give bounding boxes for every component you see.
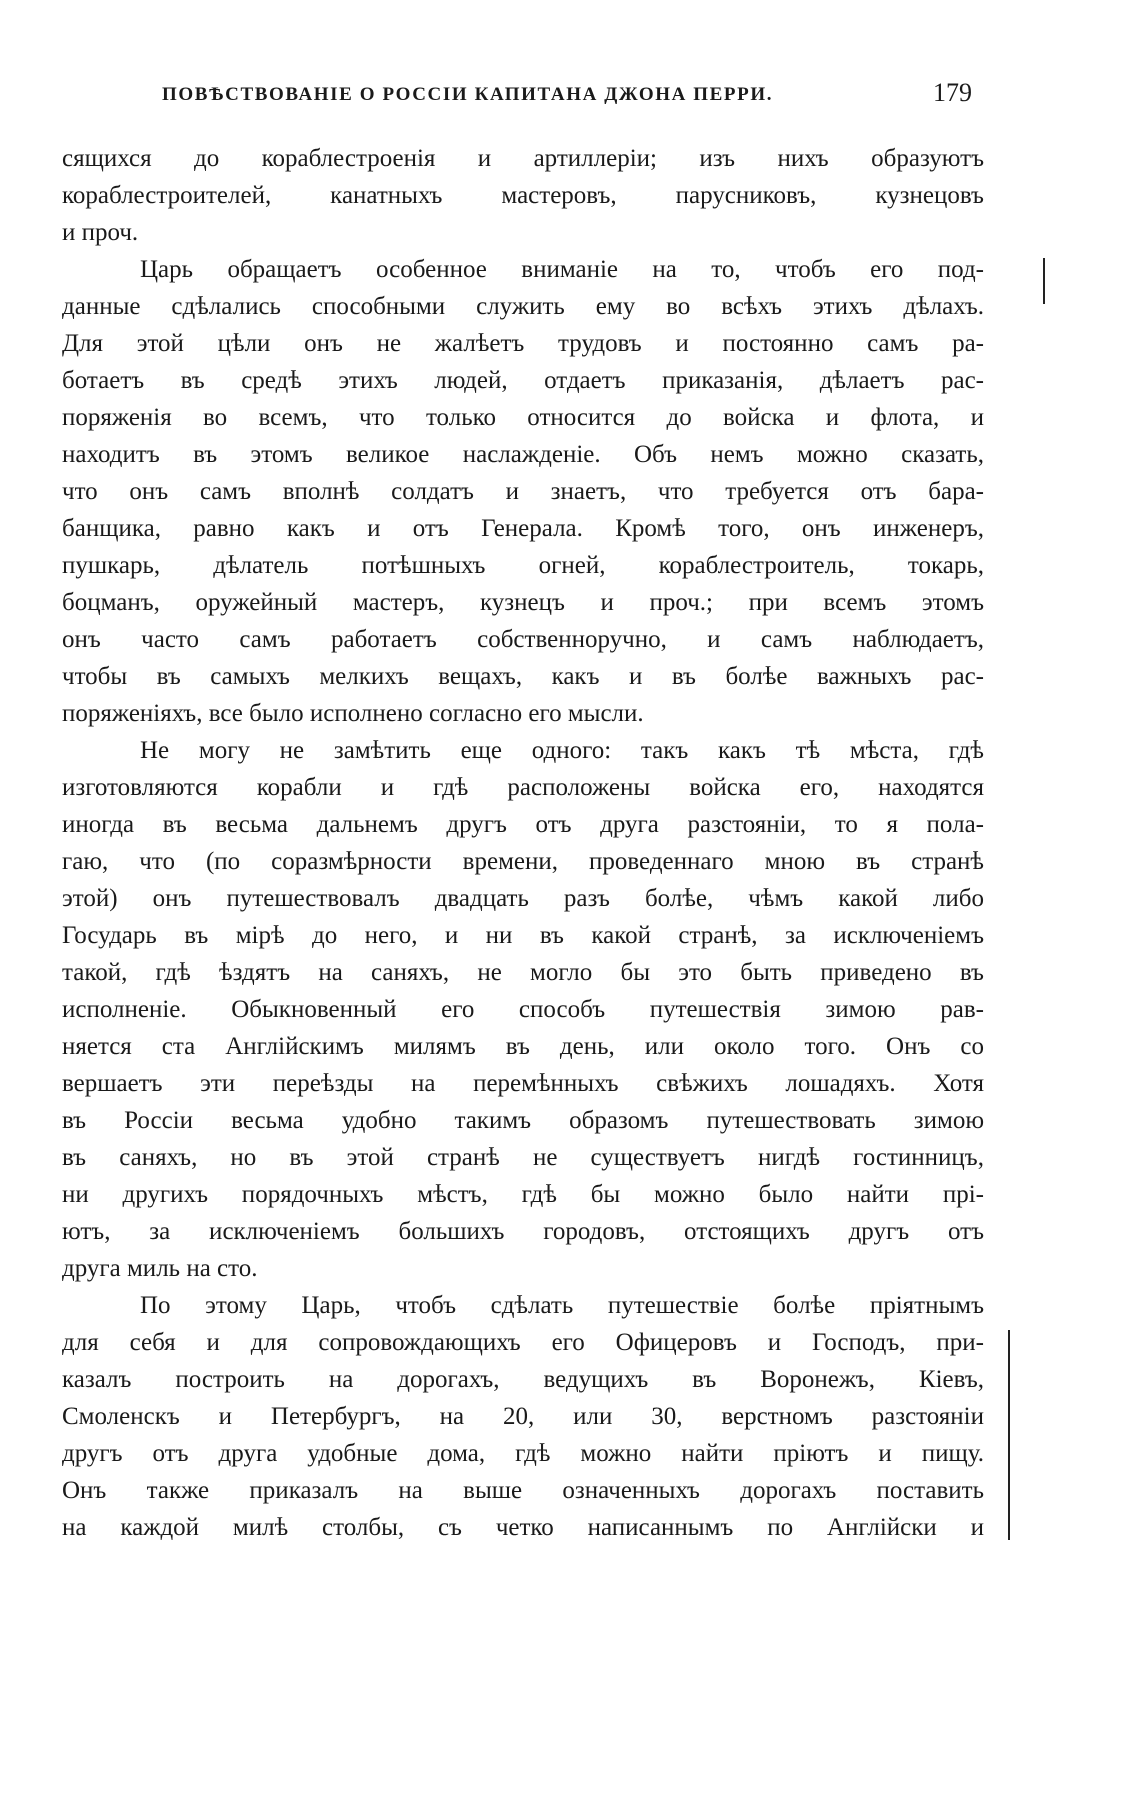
text-line: поряженіяхъ, все было исполнено согласно его мысли. [62,700,644,727]
text-line: въ Россіи весьма удобно такимъ образомъ путешествовать зимою [62,1107,984,1134]
text-line: Не могу не замѣтить еще одного: такъ какъ тѣ мѣста, гдѣ [140,737,984,764]
text-line: ютъ, за исключеніемъ большихъ городовъ, отстоящихъ другъ отъ [62,1218,984,1245]
text-line: такой, гдѣ ѣздятъ на саняхъ, не могло бы это быть приведено въ [62,959,984,986]
text-line: исполненіе. Обыкновенный его способъ путешествія зимою рав- [62,996,984,1023]
text-line: казалъ построить на дорогахъ, ведущихъ въ Воронежъ, Кіевъ, [62,1366,984,1393]
text-line: этой) онъ путешествовалъ двадцать разъ болѣе, чѣмъ какой либо [62,885,984,912]
text-line: боцманъ, оружейный мастеръ, кузнецъ и проч.; при всемъ этомъ [62,589,984,616]
paragraph [62,251,984,732]
text-line: кораблестроителей, канатныхъ мастеровъ, парусниковъ, кузнецовъ [62,182,984,209]
text-line: банщика, равно какъ и отъ Генерала. Кромѣ того, онъ инженеръ, [62,515,984,542]
page-number: 179 [933,78,972,107]
text-line: гаю, что (по соразмѣрности времени, проведеннаго мною въ странѣ [62,848,984,875]
text-line: друга миль на сто. [62,1255,258,1282]
text-line: По этому Царь, чтобъ сдѣлать путешествіе болѣе пріятнымъ [140,1292,984,1319]
text-line: находитъ въ этомъ великое наслажденіе. Объ немъ можно сказать, [62,441,984,468]
text-line: поряженія во всемъ, что только относится до войска и флота, и [62,404,984,431]
text-line: Смоленскъ и Петербургъ, на 20, или 30, верстномъ разстояніи [62,1403,984,1430]
text-line: другъ отъ друга удобные дома, гдѣ можно найти пріютъ и пищу. [62,1440,984,1467]
book-page [62,78,984,1546]
running-title: ПОВѢСТВОВАНІЕ О РОССІИ КАПИТАНА ДЖОНА ПЕРРИ. [162,84,774,105]
paragraph [62,1287,984,1546]
text-line: изготовляются корабли и гдѣ расположены войска его, находятся [62,774,984,801]
margin-rule-mark [1008,1330,1010,1540]
text-line: на каждой милѣ столбы, съ четко написаннымъ по Англійски и [62,1514,984,1541]
text-line: Царь обращаетъ особенное вниманіе на то, чтобъ его под- [140,256,984,283]
text-line: иногда въ весьма дальнемъ другъ отъ друга разстояніи, то я пола- [62,811,984,838]
text-line: что онъ самъ вполнѣ солдатъ и знаетъ, что требуется отъ бара- [62,478,984,505]
text-line: Онъ также приказалъ на выше означенныхъ дорогахъ поставить [62,1477,984,1504]
text-line: онъ часто самъ работаетъ собственноручно, и самъ наблюдаетъ, [62,626,984,653]
running-head [62,78,984,118]
text-line: данные сдѣлались способными служить ему во всѣхъ этихъ дѣлахъ. [62,293,984,320]
margin-rule-mark [1043,258,1045,304]
text-line: Государь въ мірѣ до него, и ни въ какой странѣ, за исключеніемъ [62,922,984,949]
text-line: ботаетъ въ средѣ этихъ людей, отдаетъ приказанія, дѣлаетъ рас- [62,367,984,394]
text-line: сящихся до кораблестроенія и артиллеріи; изъ нихъ образуютъ [62,145,984,172]
paragraph [62,140,984,251]
body-text [62,140,984,1546]
text-line: Для этой цѣли онъ не жалѣетъ трудовъ и постоянно самъ ра- [62,330,984,357]
paragraph [62,732,984,1287]
text-line: чтобы въ самыхъ мелкихъ вещахъ, какъ и въ болѣе важныхъ рас- [62,663,984,690]
text-line: въ саняхъ, но въ этой странѣ не существуетъ нигдѣ гостинницъ, [62,1144,984,1171]
text-line: и проч. [62,219,139,246]
text-line: ни другихъ порядочныхъ мѣстъ, гдѣ бы можно было найти прі- [62,1181,984,1208]
text-line: для себя и для сопровождающихъ его Офицеровъ и Господъ, при- [62,1329,984,1356]
text-line: пушкарь, дѣлатель потѣшныхъ огней, кораблестроитель, токарь, [62,552,984,579]
text-line: няется ста Англійскимъ милямъ въ день, или около того. Онъ со [62,1033,984,1060]
text-line: вершаетъ эти переѣзды на перемѣнныхъ свѣжихъ лошадяхъ. Хотя [62,1070,984,1097]
